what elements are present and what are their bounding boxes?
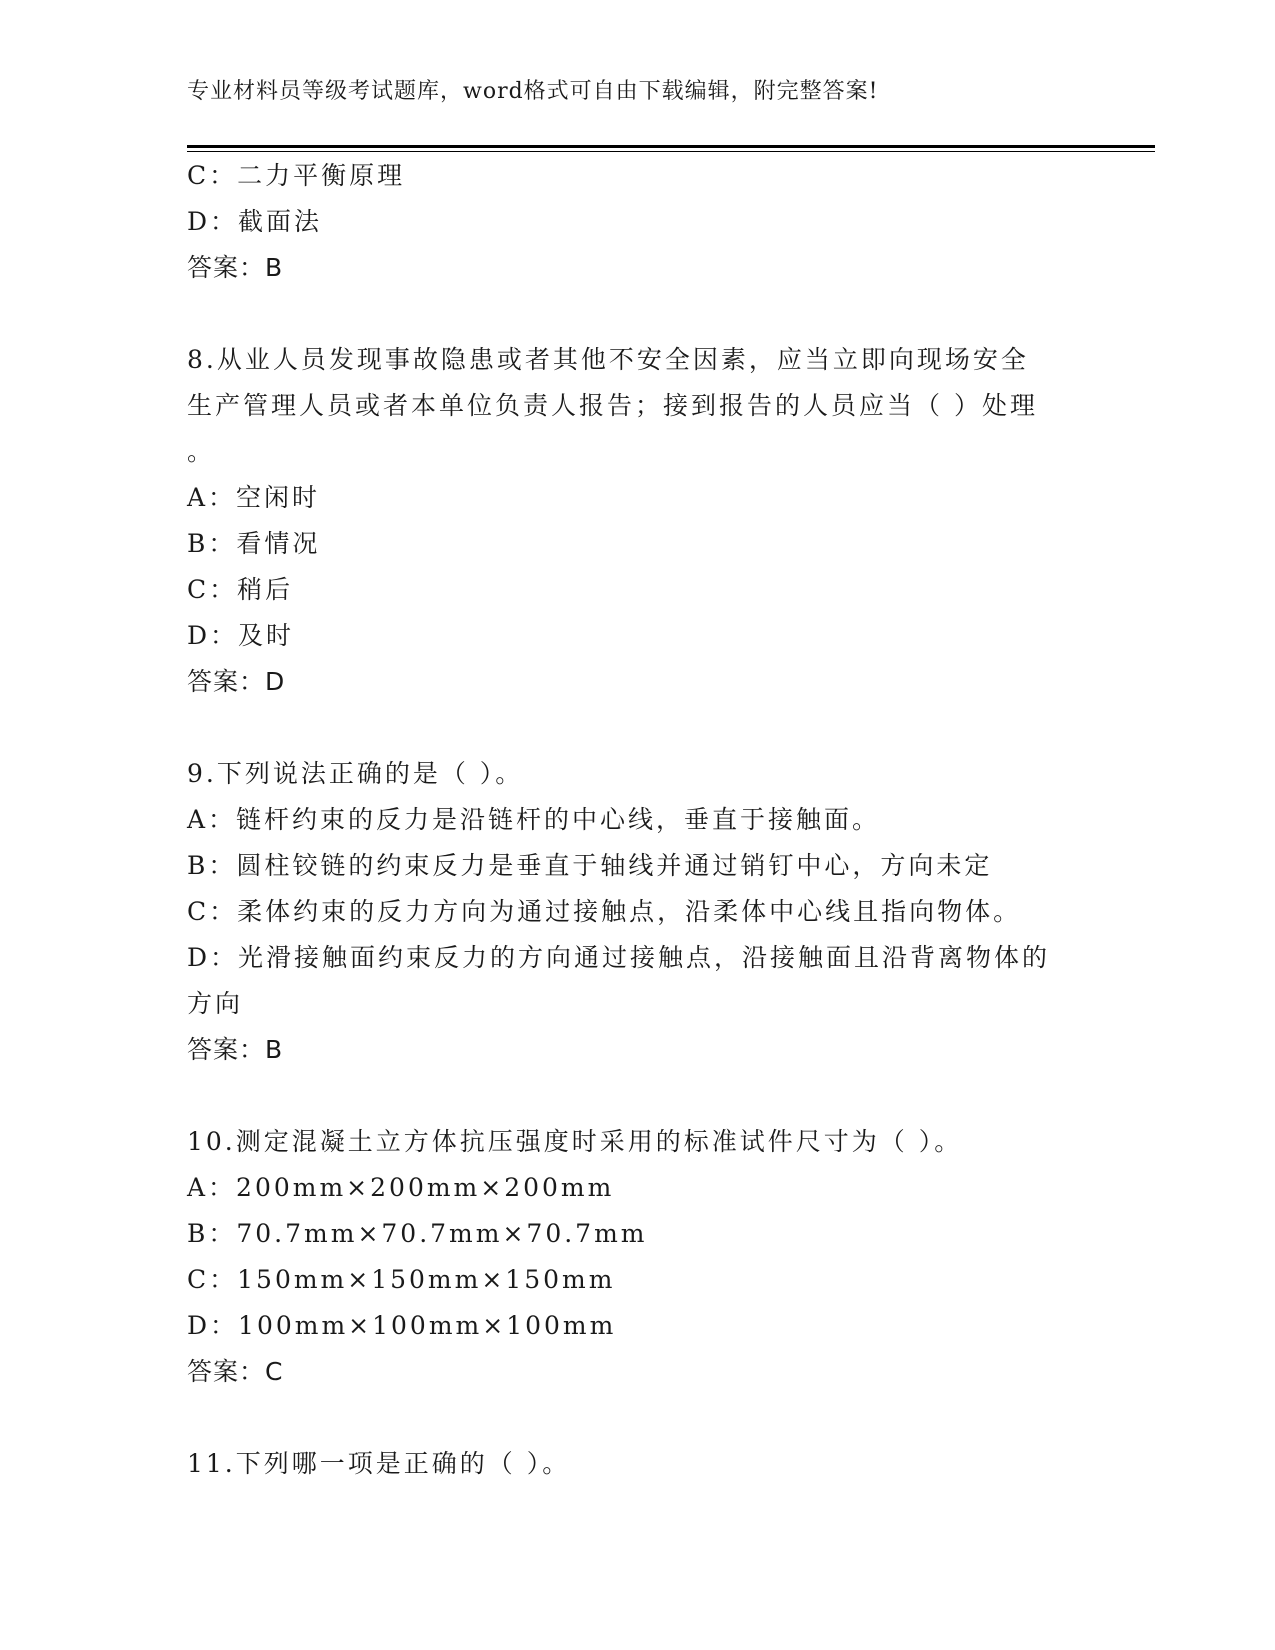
answer-line: 答案：B (187, 1035, 284, 1064)
spacer (187, 1073, 1087, 1119)
option-line: D：及时 (187, 621, 295, 650)
question-line: 11.下列哪一项是正确的（ ）。 (187, 1449, 571, 1478)
option-line: A：200mm×200mm×200mm (187, 1173, 615, 1202)
page-header: 专业材料员等级考试题库，word格式可自由下载编辑，附完整答案! (187, 79, 879, 104)
answer-line: 答案：D (187, 667, 286, 696)
option-line: B：70.7mm×70.7mm×70.7mm (187, 1219, 648, 1248)
answer-line: 答案：C (187, 1357, 284, 1386)
spacer (187, 705, 1087, 751)
option-line: C：稍后 (187, 575, 294, 604)
option-line: D：光滑接触面约束反力的方向通过接触点，沿接触面且沿背离物体的 (187, 943, 1051, 972)
question-line: 9.下列说法正确的是（ ）。 (187, 759, 524, 788)
answer-line: 答案：B (187, 253, 284, 282)
option-line: A：链杆约束的反力是沿链杆的中心线，垂直于接触面。 (187, 805, 881, 834)
option-line: D：截面法 (187, 207, 323, 236)
option-line: C：150mm×150mm×150mm (187, 1265, 616, 1294)
question-line: 10.测定混凝土立方体抗压强度时采用的标准试件尺寸为（ ）。 (187, 1127, 963, 1156)
option-line: C：柔体约束的反力方向为通过接触点，沿柔体中心线且指向物体。 (187, 897, 1022, 926)
question-line: 8.从业人员发现事故隐患或者其他不安全因素，应当立即向现场安全 (187, 345, 1029, 374)
question-line: 。 (187, 437, 216, 466)
spacer (187, 291, 1087, 337)
question-line: 生产管理人员或者本单位负责人报告；接到报告的人员应当（ ）处理 (187, 391, 1038, 420)
header-rule-thick (187, 145, 1155, 148)
option-line: D：100mm×100mm×100mm (187, 1311, 617, 1340)
option-line: B：圆柱铰链的约束反力是垂直于轴线并通过销钉中心，方向未定 (187, 851, 993, 880)
option-line: A：空闲时 (187, 483, 321, 512)
option-line: 方向 (187, 989, 244, 1018)
exam-content (187, 153, 1087, 1487)
option-line: B：看情况 (187, 529, 321, 558)
spacer (187, 1395, 1087, 1441)
header-rule-thin (187, 151, 1155, 152)
option-line: C：二力平衡原理 (187, 161, 406, 190)
